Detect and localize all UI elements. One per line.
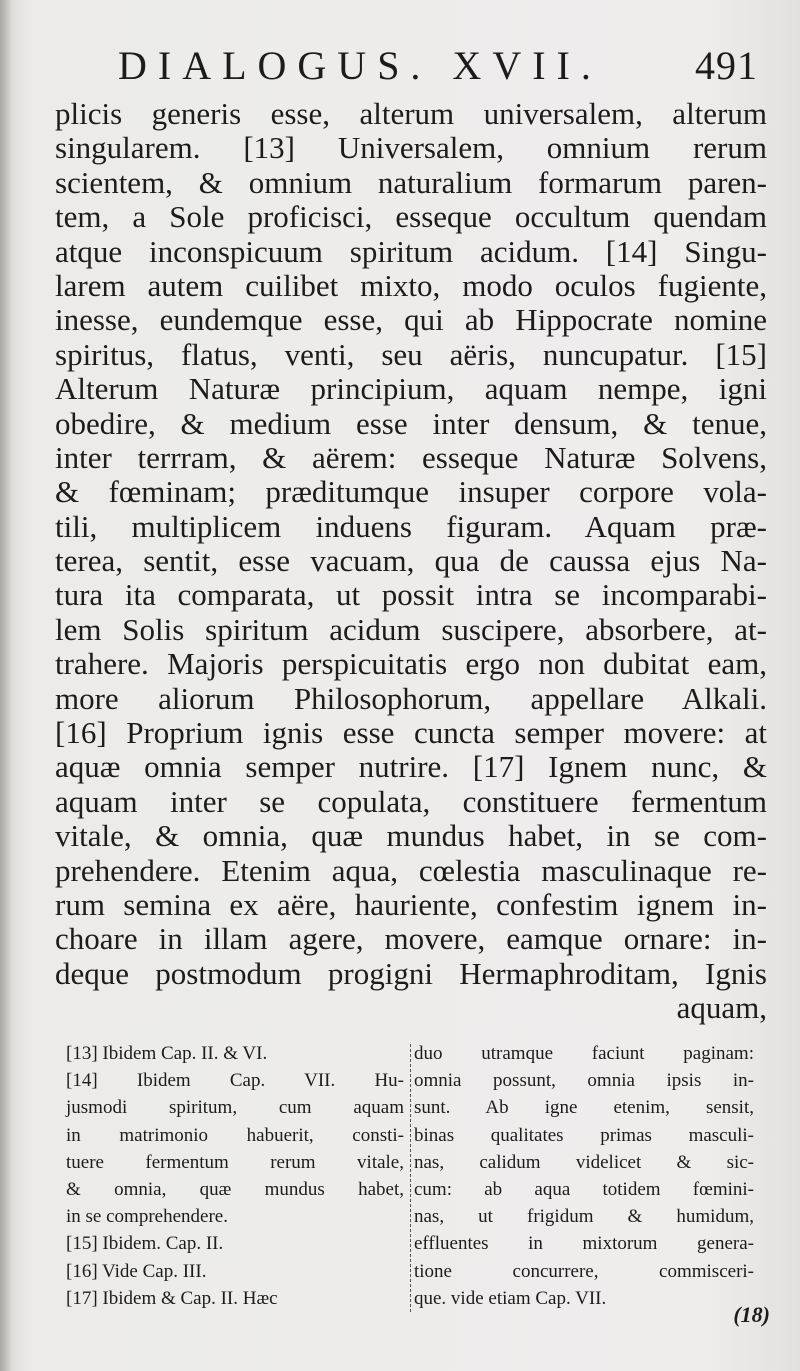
footnote-line: cum: ab aqua totidem fœmini- bbox=[414, 1178, 754, 1200]
footnote-line: [16] Vide Cap. III. bbox=[66, 1260, 207, 1282]
text-line: lem Solis spiritum acidum suscipere, absorbere, at- bbox=[55, 611, 767, 647]
footnote-line: binas qualitates primas masculi- bbox=[414, 1124, 754, 1146]
footnote-line: nas, calidum videlicet & sic- bbox=[414, 1151, 754, 1173]
text-line-last: aquam, bbox=[676, 990, 767, 1026]
text-line: & fœminam; præditumque insuper corpore vola- bbox=[55, 474, 767, 510]
footnote-line: tuere fermentum rerum vitale, bbox=[66, 1151, 404, 1173]
footnote-line: duo utramque faciunt paginam: bbox=[414, 1043, 754, 1064]
footnote-line: que. vide etiam Cap. VII. bbox=[414, 1287, 607, 1309]
text-line: tem, a Sole proficisci, esseque occultum quendam bbox=[55, 199, 767, 235]
footnote-line: & omnia, quæ mundus habet, bbox=[66, 1178, 404, 1200]
main-text bbox=[55, 97, 767, 1026]
text-line: prehendere. Etenim aqua, cœlestia masculinaque re- bbox=[55, 852, 767, 888]
text-line: atque inconspicuum spiritum acidum. [14] Singu- bbox=[55, 233, 767, 269]
text-line: trahere. Majoris perspicuitatis ergo non dubitat eam, bbox=[55, 646, 767, 682]
text-line: rum semina ex aëre, hauriente, confestim ignem in- bbox=[55, 886, 767, 922]
footnote-line: [14] Ibidem Cap. VII. Hu- bbox=[66, 1070, 404, 1092]
footnote-line: [17] Ibidem & Cap. II. Hæc bbox=[66, 1287, 278, 1309]
gutter-shadow bbox=[0, 0, 12, 1371]
footnote-line: sunt. Ab igne etenim, sensit, bbox=[414, 1097, 754, 1119]
footnote-line: in se comprehendere. bbox=[66, 1206, 228, 1228]
text-line: inter terrram, & aërem: esseque Naturæ Solvens, bbox=[55, 439, 767, 475]
text-line: obedire, & medium esse inter densum, & tenue, bbox=[55, 405, 767, 441]
footnote-line: in matrimonio habuerit, consti- bbox=[66, 1124, 404, 1146]
column-divider bbox=[410, 1044, 412, 1312]
text-line: choare in illam agere, movere, eamque ornare: in- bbox=[55, 921, 767, 957]
text-line: singularem. [13] Universalem, omnium rerum bbox=[55, 130, 767, 166]
running-title: DIALOGUS. XVII. bbox=[118, 43, 602, 88]
text-line: inesse, eundemque esse, qui ab Hippocrate nomine bbox=[55, 302, 767, 338]
text-line: tili, multiplicem induens figuram. Aquam præ- bbox=[55, 508, 767, 544]
text-line: terea, sentit, esse vacuam, qua de caussa ejus Na- bbox=[55, 543, 767, 579]
footnotes-right-column bbox=[414, 1040, 754, 1312]
page-number: 491 bbox=[695, 43, 758, 88]
text-line: aquam inter se copulata, constituere fermentum bbox=[55, 783, 767, 819]
text-line: more aliorum Philosophorum, appellare Alkali. bbox=[55, 680, 767, 716]
text-line: [16] Proprium ignis esse cuncta semper movere: at bbox=[55, 715, 767, 751]
text-line: tura ita comparata, ut possit intra se incomparabi- bbox=[55, 577, 767, 613]
footnote-line: [13] Ibidem Cap. II. & VI. bbox=[66, 1043, 268, 1064]
footnotes bbox=[66, 1040, 766, 1340]
text-line: scientem, & omnium naturalium formarum paren- bbox=[55, 164, 767, 200]
signature-mark: (18) bbox=[733, 1302, 770, 1327]
footnote-line: tione concurrere, commisceri- bbox=[414, 1260, 754, 1282]
text-line: spiritus, flatus, venti, seu aëris, nuncupatur. [15] bbox=[55, 336, 767, 372]
text-line: aquæ omnia semper nutrire. [17] Ignem nunc, & bbox=[55, 749, 767, 785]
text-line: deque postmodum progigni Hermaphroditam, Ignis bbox=[55, 955, 767, 991]
footnote-line: jusmodi spiritum, cum aquam bbox=[66, 1097, 404, 1119]
text-line: Alterum Naturæ principium, aquam nempe, igni bbox=[55, 371, 767, 407]
page-header bbox=[118, 40, 758, 92]
footnotes-left-column bbox=[66, 1040, 404, 1312]
footnote-line: omnia possunt, omnia ipsis in- bbox=[414, 1070, 754, 1092]
text-line: plicis generis esse, alterum universalem, alterum bbox=[55, 96, 767, 131]
footnote-line: nas, ut frigidum & humidum, bbox=[414, 1206, 754, 1228]
footnote-line: effluentes in mixtorum genera- bbox=[414, 1233, 754, 1255]
text-line: vitale, & omnia, quæ mundus habet, in se com- bbox=[55, 818, 767, 854]
text-line: larem autem cuilibet mixto, modo oculos fugiente, bbox=[55, 267, 767, 303]
footnote-line: [15] Ibidem. Cap. II. bbox=[66, 1233, 224, 1255]
